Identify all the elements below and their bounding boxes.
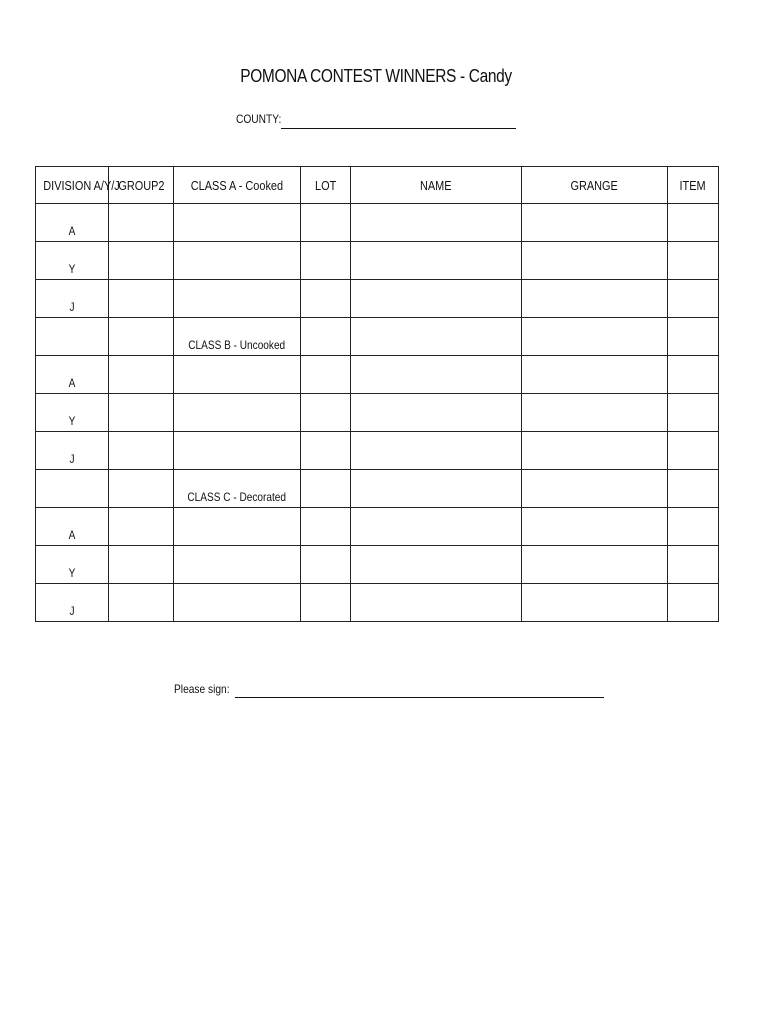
grange-cell[interactable] [522,280,668,318]
table-header-row [36,167,719,204]
class-cell[interactable] [174,280,301,318]
division-cell: Y [36,242,109,280]
name-cell[interactable] [351,242,522,280]
table-row [36,470,719,508]
grange-cell[interactable] [522,242,668,280]
header-name: NAME [351,167,522,204]
division-cell: A [36,356,109,394]
item-cell[interactable] [668,508,719,546]
lot-cell[interactable] [301,280,351,318]
group-cell[interactable] [109,432,174,470]
table-row [36,394,719,432]
group-cell[interactable] [109,280,174,318]
group-cell[interactable] [109,204,174,242]
lot-cell[interactable] [301,546,351,584]
name-cell[interactable] [351,280,522,318]
table-row [36,280,719,318]
item-cell[interactable] [668,356,719,394]
name-cell[interactable] [351,394,522,432]
class-cell[interactable] [174,584,301,622]
item-cell[interactable] [668,394,719,432]
class-cell[interactable] [174,394,301,432]
table-row [36,432,719,470]
name-cell[interactable] [351,204,522,242]
item-cell[interactable] [668,280,719,318]
name-cell[interactable] [351,470,522,508]
item-cell[interactable] [668,318,719,356]
header-lot: LOT [301,167,351,204]
lot-cell[interactable] [301,242,351,280]
class-cell[interactable] [174,508,301,546]
item-cell[interactable] [668,584,719,622]
grange-cell[interactable] [522,508,668,546]
name-cell[interactable] [351,432,522,470]
class-cell[interactable] [174,432,301,470]
item-cell[interactable] [668,470,719,508]
header-item: ITEM [668,167,719,204]
name-cell[interactable] [351,356,522,394]
name-cell[interactable] [351,508,522,546]
item-cell[interactable] [668,204,719,242]
division-cell [36,470,109,508]
item-cell[interactable] [668,432,719,470]
division-cell: J [36,584,109,622]
table-row [36,356,719,394]
lot-cell[interactable] [301,470,351,508]
lot-cell[interactable] [301,432,351,470]
class-label-cell: CLASS C - Decorated [174,470,301,508]
lot-cell[interactable] [301,394,351,432]
grange-cell[interactable] [522,470,668,508]
winners-table [35,166,719,622]
signature-input-line[interactable] [235,697,604,698]
table-row [36,546,719,584]
table-row [36,204,719,242]
grange-cell[interactable] [522,204,668,242]
class-cell[interactable] [174,242,301,280]
group-cell[interactable] [109,546,174,584]
page-title: POMONA CONTEST WINNERS - Candy [240,66,512,86]
division-cell: J [36,280,109,318]
group-cell[interactable] [109,584,174,622]
grange-cell[interactable] [522,394,668,432]
group-cell[interactable] [109,394,174,432]
county-label: COUNTY: [236,112,282,126]
group-cell[interactable] [109,508,174,546]
table-row [36,318,719,356]
grange-cell[interactable] [522,356,668,394]
division-cell: Y [36,394,109,432]
group-cell[interactable] [109,318,174,356]
name-cell[interactable] [351,318,522,356]
name-cell[interactable] [351,546,522,584]
grange-cell[interactable] [522,546,668,584]
division-cell [36,318,109,356]
group-cell[interactable] [109,470,174,508]
division-cell: Y [36,546,109,584]
item-cell[interactable] [668,546,719,584]
county-input-line[interactable] [281,128,516,129]
division-cell: A [36,508,109,546]
grange-cell[interactable] [522,432,668,470]
header-grange: GRANGE [522,167,668,204]
class-cell[interactable] [174,546,301,584]
header-class: CLASS A - Cooked [174,167,301,204]
division-cell: J [36,432,109,470]
header-division: DIVISION A/Y/J [36,167,109,204]
lot-cell[interactable] [301,204,351,242]
signature-field [174,682,239,696]
class-label-cell: CLASS B - Uncooked [174,318,301,356]
group-cell[interactable] [109,356,174,394]
class-cell[interactable] [174,356,301,394]
group-cell[interactable] [109,242,174,280]
grange-cell[interactable] [522,318,668,356]
lot-cell[interactable] [301,584,351,622]
lot-cell[interactable] [301,318,351,356]
table-row [36,242,719,280]
signature-label: Please sign: [174,682,230,696]
lot-cell[interactable] [301,508,351,546]
division-cell: A [36,204,109,242]
table-row [36,584,719,622]
county-field [236,112,282,126]
lot-cell[interactable] [301,356,351,394]
header-group: GROUP2 [109,167,174,204]
grange-cell[interactable] [522,584,668,622]
item-cell[interactable] [668,242,719,280]
class-cell[interactable] [174,204,301,242]
table-row [36,508,719,546]
name-cell[interactable] [351,584,522,622]
